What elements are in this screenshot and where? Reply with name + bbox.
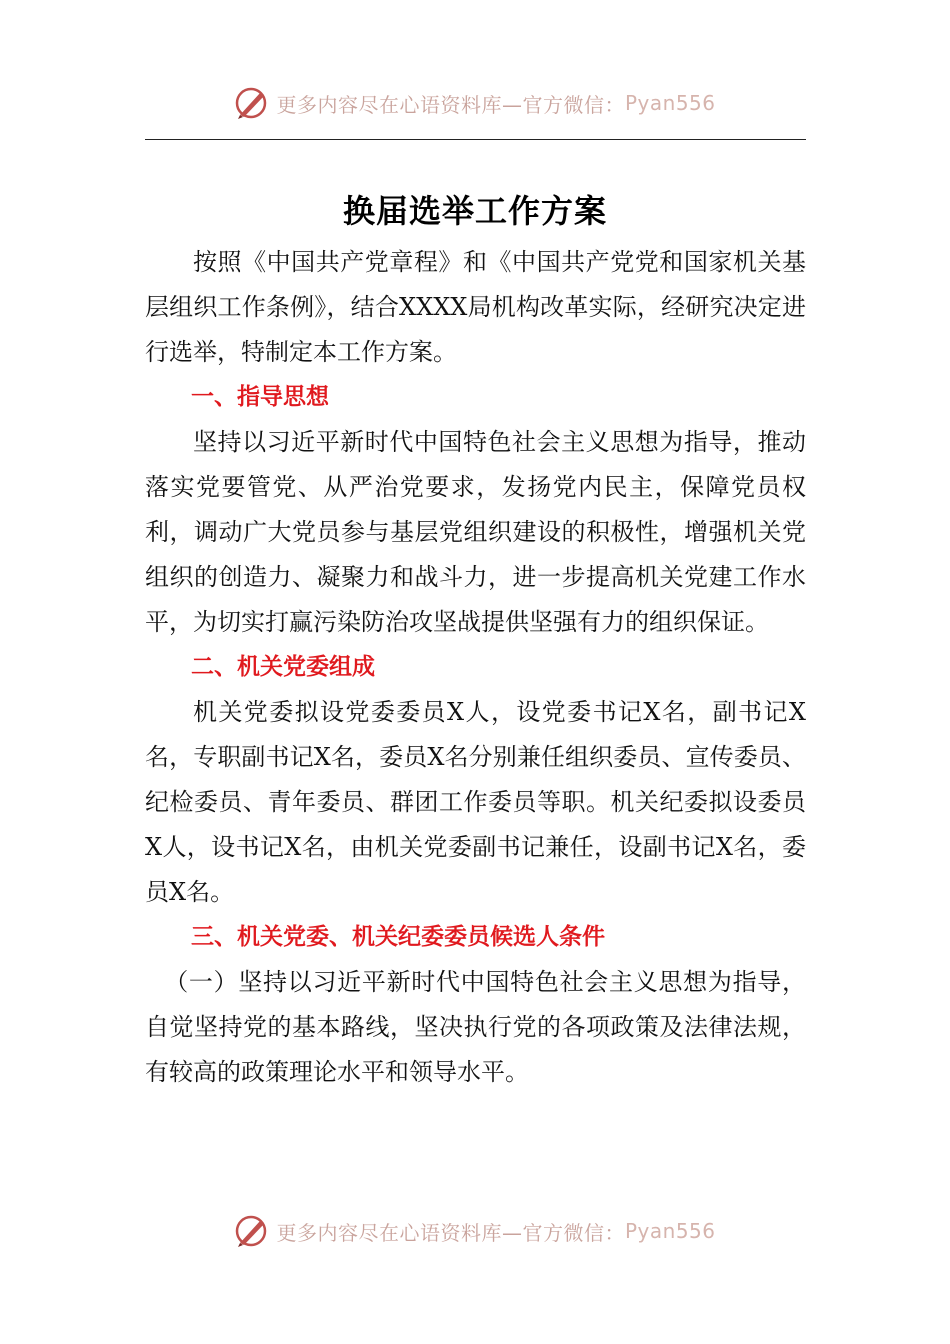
section-heading: 一、指导思想: [191, 384, 329, 410]
document-title: 换届选举工作方案: [342, 192, 607, 231]
section-heading: 三、机关党委、机关纪委委员候选人条件: [191, 924, 605, 950]
section-heading: 二、机关党委组成: [191, 654, 375, 680]
pen-logo-icon: [234, 85, 270, 121]
pen-logo-icon: [234, 1213, 270, 1249]
watermark-banner-bottom: [0, 1208, 950, 1254]
section-paragraph: 坚持以习近平新时代中国特色社会主义思想为指导，推动落实党要管党、从严治党要求，发扬党内民主，保障党员权利，调动广大党员参与基层党组织建设的积极性，增强机关党组织的创造力、凝聚力和战斗力，进一步提高机关党建工作水平，为切实打赢污染防治攻坚战提供坚强有力的组织保证。: [145, 428, 806, 636]
watermark-text: 更多内容尽在心语资料库—官方微信：: [276, 1220, 625, 1245]
section-paragraph: 机关党委拟设党委委员X人，设党委书记X名，副书记X名，专职副书记X名，委员X名分别兼任组织委员、宣传委员、纪检委员、青年委员、群团工作委员等职。机关纪委拟设委员X人，设书记X名，由机关党委副书记兼任，设副书记X名，委员X名。: [145, 698, 806, 906]
watermark-wechat-id: Pyan556: [624, 1219, 716, 1243]
header-divider: [145, 139, 806, 140]
intro-paragraph: 按照《中国共产党章程》和《中国共产党党和国家机关基层组织工作条例》，结合XXXX局机构改革实际，经研究决定进行选举，特制定本工作方案。: [145, 248, 806, 366]
section-paragraph: （一）坚持以习近平新时代中国特色社会主义思想为指导，自觉坚持党的基本路线，坚决执行党的各项政策及法律法规，有较高的政策理论水平和领导水平。: [145, 968, 806, 1086]
watermark-banner-top: [0, 80, 950, 126]
watermark-wechat-id: Pyan556: [624, 91, 716, 115]
document-body: [145, 240, 806, 1095]
watermark-text: 更多内容尽在心语资料库—官方微信：: [276, 92, 625, 117]
